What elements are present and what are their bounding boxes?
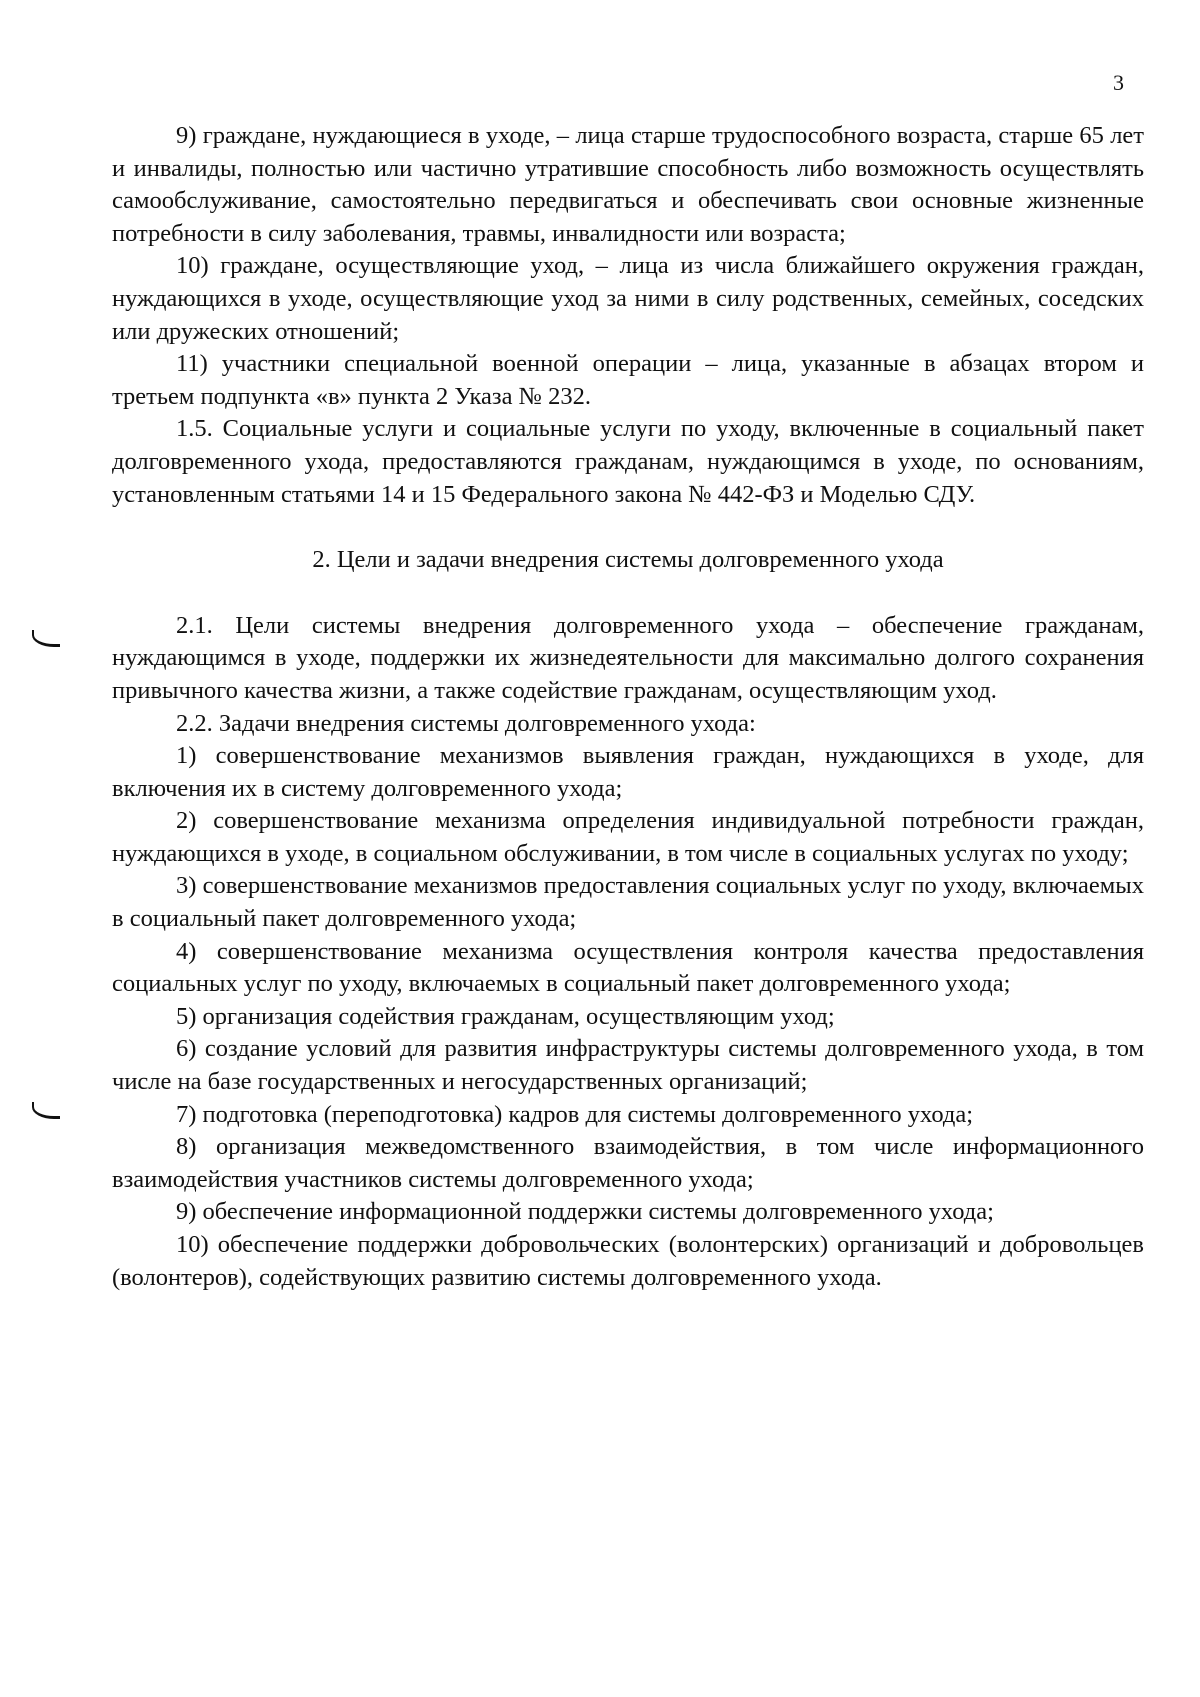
task-item-3: 3) совершенствование механизмов предоставления социальных услуг по уходу, включаемых в социальный пакет долговременного ухода;	[112, 872, 1144, 933]
task-item-9: 9) обеспечение информационной поддержки системы долговременного ухода;	[176, 1198, 994, 1226]
task-item-4: 4) совершенствование механизма осуществления контроля качества предоставления социальных услуг по уходу, включаемых в социальный пакет долговременного ухода;	[112, 937, 1144, 998]
task-item-1: 1) совершенствование механизмов выявления граждан, нуждающихся в уходе, для включения их в систему долговременного ухода;	[112, 742, 1144, 802]
task-item-8: 8) организация межведомственного взаимодействия, в том числе информационного взаимодействия участников системы долговременного ухода;	[112, 1133, 1144, 1193]
section-heading: 2. Цели и задачи внедрения системы долговременного ухода	[312, 546, 944, 574]
document-body	[112, 120, 1144, 1294]
task-item-10: 10) обеспечение поддержки добровольческих (волонтерских) организаций и добровольцев (волонтеров), содействующих развитию системы долговременного ухода.	[112, 1231, 1144, 1291]
paragraph-item-9: 9) граждане, нуждающиеся в уходе, – лица старше трудоспособного возраста, старше 65 лет и инвалиды, полностью или частично утратившие способность либо возможность осуществлять самообслуживание, самостоятельно передвигаться и обеспечивать свои основные жизненные потребности в силу заболевания, травмы, инвалидности или возраста;	[112, 122, 1144, 247]
task-item-6: 6) создание условий для развития инфраструктуры системы долговременного ухода, в том числе на базе государственных и негосударственных организаций;	[112, 1035, 1144, 1096]
paragraph-item-11: 11) участники специальной военной операции – лица, указанные в абзацах втором и третьем подпункта «в» пункта 2 Указа № 232.	[112, 350, 1144, 410]
scan-mark	[32, 630, 60, 647]
paragraph-item-10: 10) граждане, осуществляющие уход, – лица из числа ближайшего окружения граждан, нуждающихся в уходе, осуществляющие уход за ними в силу родственных, семейных, соседских или дружеских отношений;	[112, 252, 1144, 345]
task-item-5: 5) организация содействия гражданам, осуществляющим уход;	[176, 1002, 835, 1030]
scan-mark	[32, 1102, 60, 1119]
paragraph-2-2: 2.2. Задачи внедрения системы долговременного ухода:	[176, 709, 756, 737]
page-number: 3	[1113, 70, 1124, 95]
paragraph-1-5: 1.5. Социальные услуги и социальные услуги по уходу, включенные в социальный пакет долговременного ухода, предоставляются гражданам, нуждающимся в уходе, по основаниям, установленным статьями 14 и 15 Федерального закона № 442-ФЗ и Моделью СДУ.	[112, 415, 1144, 508]
paragraph-2-1: 2.1. Цели системы внедрения долговременного ухода – обеспечение гражданам, нуждающимся в уходе, поддержки их жизнедеятельности для максимально долгого сохранения привычного качества жизни, а также содействие гражданам, осуществляющим уход.	[112, 611, 1144, 704]
task-item-7: 7) подготовка (переподготовка) кадров для системы долговременного ухода;	[176, 1100, 974, 1128]
task-item-2: 2) совершенствование механизма определения индивидуальной потребности граждан, нуждающихся в уходе, в социальном обслуживании, в том числе в социальных услугах по уходу;	[112, 807, 1144, 867]
